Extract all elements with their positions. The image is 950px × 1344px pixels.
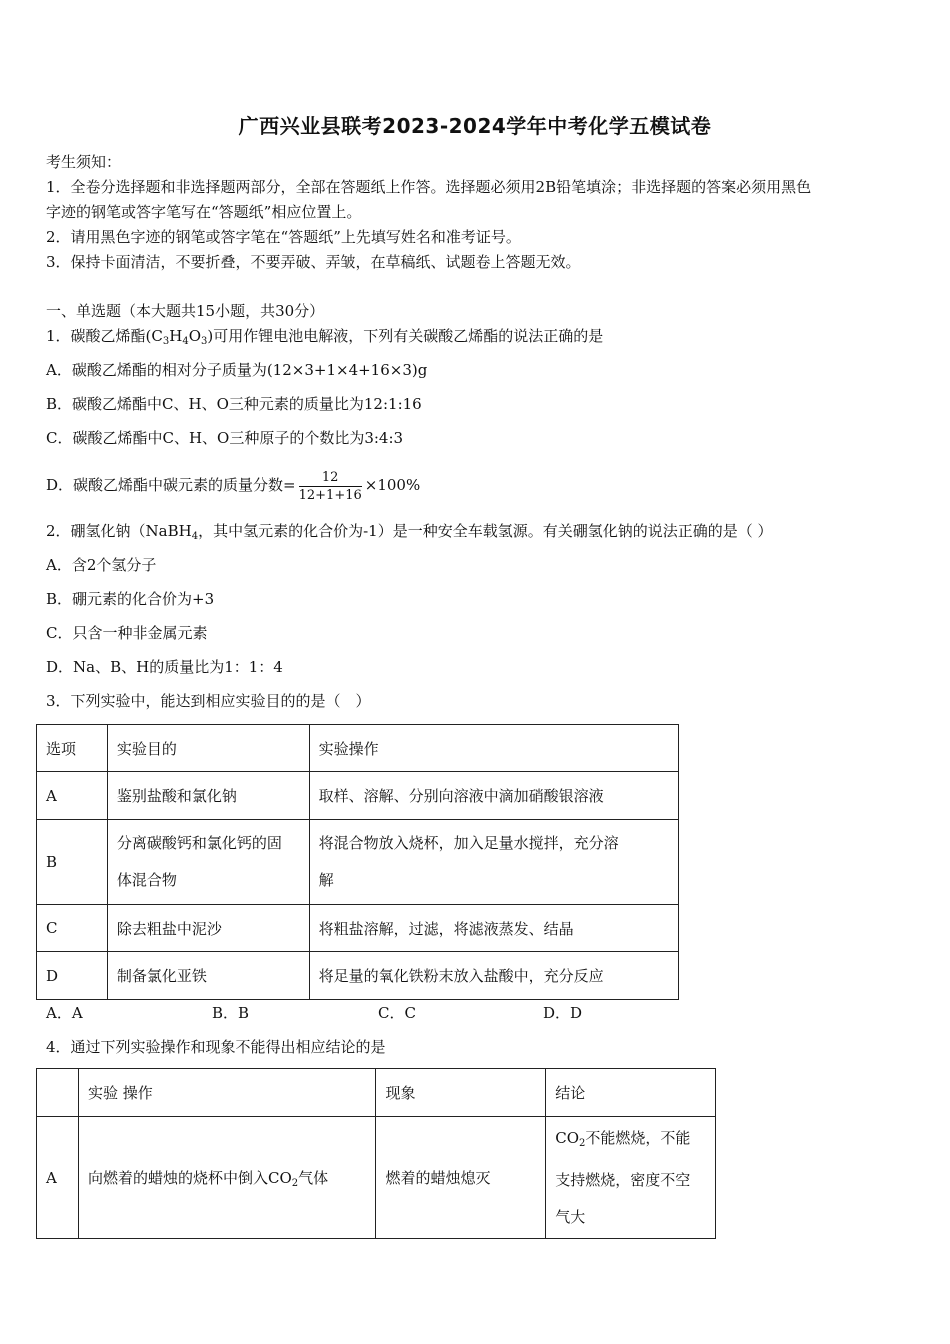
table-row xyxy=(37,820,679,905)
question-3-option-b: B．B xyxy=(212,1004,250,1022)
header-phenomenon: 现象 xyxy=(376,1069,546,1117)
question-1-option-a: A．碳酸乙烯酯的相对分子质量为(12×3+1×4+16×3)g xyxy=(46,361,428,379)
question-2-option-c: C．只含一种非金属元素 xyxy=(46,624,208,642)
header-conclusion: 结论 xyxy=(546,1069,716,1117)
cell-operation: 将足量的氧化铁粉末放入盐酸中，充分反应 xyxy=(309,952,678,1000)
cell-option: A xyxy=(37,772,108,820)
cell-option: A xyxy=(37,1117,79,1239)
table-row xyxy=(37,772,679,820)
question-2-option-a: A．含2个氢分子 xyxy=(46,556,157,574)
header-purpose: 实验目的 xyxy=(107,725,309,772)
cell-purpose: 除去粗盐中泥沙 xyxy=(107,905,309,952)
question-1-stem: 1．碳酸乙烯酯$(C_3H_4O_3)$可用作锂电池电解液，下列有关碳酸乙烯酯的说法正确的是 xyxy=(46,327,604,347)
question-4-table xyxy=(36,1068,716,1239)
question-3-option-d: D．D xyxy=(543,1004,583,1022)
question-1-option-c: C．碳酸乙烯酯中C、H、O三种原子的个数比为3:4:3 xyxy=(46,429,404,447)
table-header-row xyxy=(37,725,679,772)
table-row xyxy=(37,1117,716,1239)
header-operation: 实验操作 xyxy=(309,725,678,772)
notice-item-3: 3．保持卡面清洁，不要折叠，不要弄破、弄皱，在草稿纸、试题卷上答题无效。 xyxy=(46,253,581,271)
cell-purpose: 分离碳酸钙和氯化钙的固 体混合物 xyxy=(107,820,309,905)
mass-fraction: $\frac{12}{12+1+16}$ xyxy=(298,469,362,503)
cell-phenomenon: 燃着的蜡烛熄灭 xyxy=(376,1117,546,1239)
cell-operation: 向燃着的蜡烛的烧杯中倒入$CO_2$气体 xyxy=(78,1117,376,1239)
table-row xyxy=(37,905,679,952)
question-4-stem: 4．通过下列实验操作和现象不能得出相应结论的是 xyxy=(46,1038,386,1056)
notice-item-1-line-2: 字迹的钢笔或答字笔写在“答题纸”相应位置上。 xyxy=(46,203,362,221)
question-3-option-c: C．C xyxy=(378,1004,416,1022)
cell-purpose: 鉴别盐酸和氯化钠 xyxy=(107,772,309,820)
header-operation: 实验 操作 xyxy=(78,1069,376,1117)
cell-operation: 取样、溶解、分别向溶液中滴加硝酸银溶液 xyxy=(309,772,678,820)
header-blank xyxy=(37,1069,79,1117)
cell-option: B xyxy=(37,820,108,905)
question-2-option-b: B．硼元素的化合价为+3 xyxy=(46,590,215,608)
cell-option: C xyxy=(37,905,108,952)
section-heading: 一、单选题（本大题共15小题，共30分） xyxy=(46,302,325,320)
table-header-row xyxy=(37,1069,716,1117)
cell-purpose: 制备氯化亚铁 xyxy=(107,952,309,1000)
header-option: 选项 xyxy=(37,725,108,772)
question-1-option-d: D．碳酸乙烯酯中碳元素的质量分数= $\frac{12}{12+1+16}$ ×100% xyxy=(46,469,421,503)
question-1-option-b: B．碳酸乙烯酯中C、H、O三种元素的质量比为12:1:16 xyxy=(46,395,422,413)
question-2-option-d: D．Na、B、H的质量比为1：1：4 xyxy=(46,658,283,676)
question-3-table xyxy=(36,724,679,1000)
cell-option: D xyxy=(37,952,108,1000)
cell-operation: 将混合物放入烧杯，加入足量水搅拌，充分溶 解 xyxy=(309,820,678,905)
notice-item-2: 2．请用黑色字迹的钢笔或答字笔在“答题纸”上先填写姓名和准考证号。 xyxy=(46,228,521,246)
notice-heading: 考生须知： xyxy=(46,153,122,171)
question-3-stem: 3．下列实验中，能达到相应实验目的的是（ ） xyxy=(46,692,371,710)
table-row xyxy=(37,952,679,1000)
page-title: 广西兴业县联考2023-2024学年中考化学五模试卷 xyxy=(238,114,712,138)
question-3-option-a: A．A xyxy=(46,1004,83,1022)
notice-item-1-line-1: 1．全卷分选择题和非选择题两部分，全部在答题纸上作答。选择题必须用2B铅笔填涂；非选择题的答案必须用黑色 xyxy=(46,178,812,196)
question-2-stem: 2．硼氢化钠（NaBH$_4$，其中氢元素的化合价为-1）是一种安全车载氢源。有关硼氢化钠的说法正确的是（ ） xyxy=(46,522,773,542)
cell-operation: 将粗盐溶解，过滤，将滤液蒸发、结晶 xyxy=(309,905,678,952)
cell-conclusion: $CO_2$不能燃烧，不能 支持燃烧，密度不空 气大 xyxy=(546,1117,716,1239)
